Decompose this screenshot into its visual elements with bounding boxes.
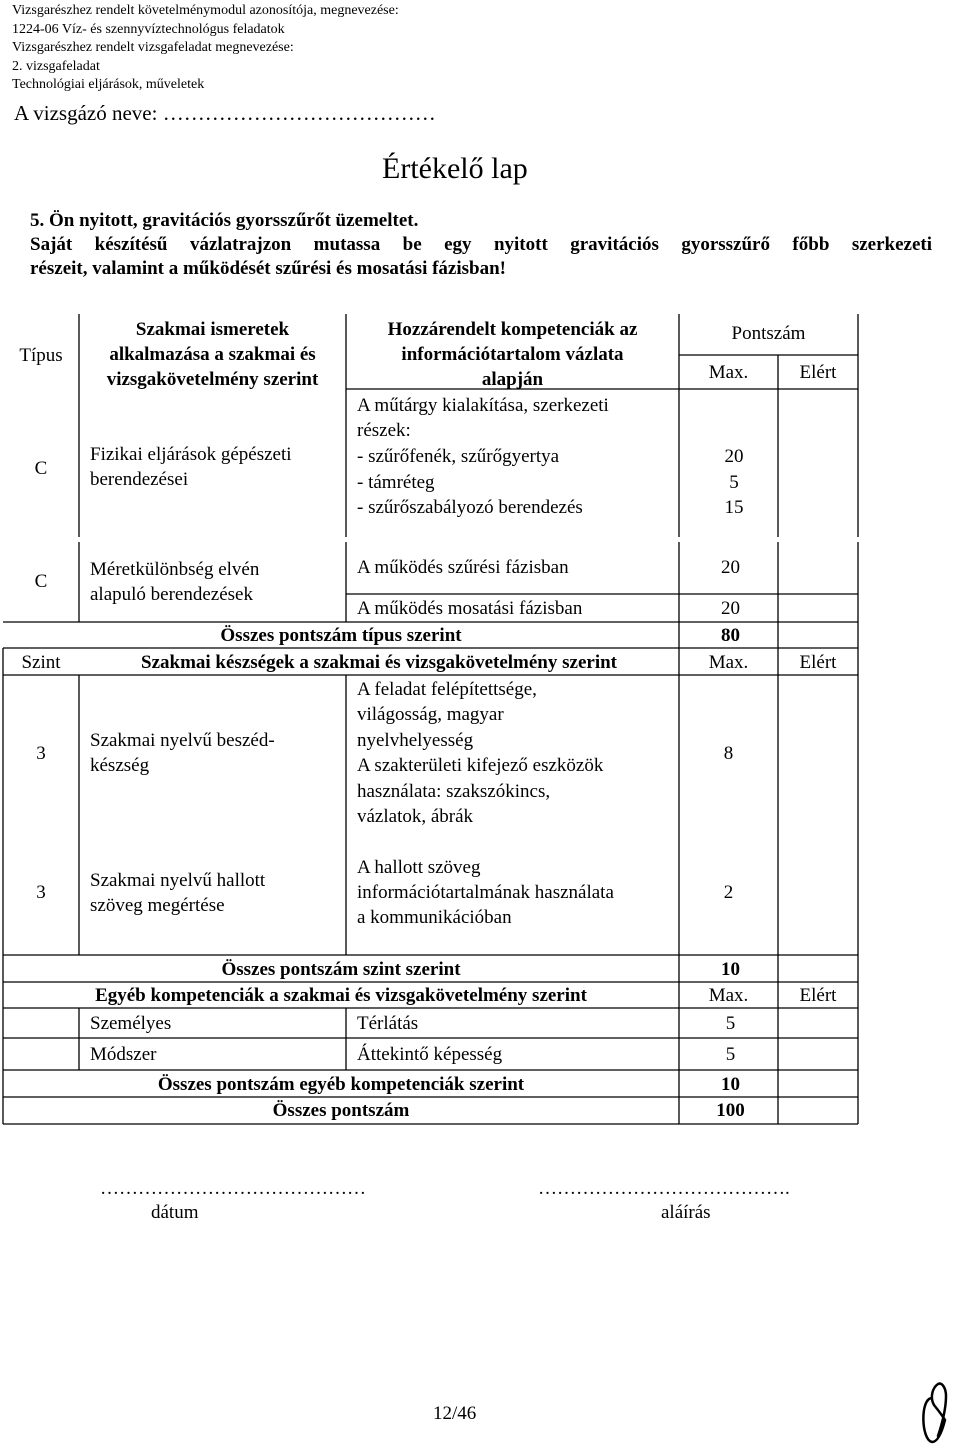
column-header-knowledge: vizsgakövetelmény szerint xyxy=(106,369,319,390)
row-max-points: 2 xyxy=(723,882,734,903)
skills-header: Szakmai készségek a szakmai és vizsgakövetelmény szerint xyxy=(141,652,617,673)
row-topic: Méretkülönbség elvén xyxy=(90,559,260,580)
candidate-label: A vizsgázó neve: xyxy=(14,101,158,125)
row-level: 3 xyxy=(36,882,46,903)
sum-by-type-value: 80 xyxy=(721,625,740,646)
column-header-competence: alapján xyxy=(481,369,544,390)
date-dots: …………………………………… xyxy=(100,1178,366,1199)
row-description: információtartalmának használata xyxy=(357,882,614,903)
signature-label: aláírás xyxy=(661,1202,711,1223)
column-header-competence: információtartalom vázlata xyxy=(401,344,624,365)
row-type: C xyxy=(34,458,48,479)
row-description: A működés mosatási fázisban xyxy=(357,598,583,619)
row-level: 3 xyxy=(36,743,46,764)
row-description: Térlátás xyxy=(357,1013,419,1034)
header-line: 1224-06 Víz- és szennyvíztechnológus feladatok xyxy=(12,21,285,37)
row-topic: szöveg megértése xyxy=(90,895,225,916)
column-header-knowledge: Szakmai ismeretek xyxy=(135,319,290,340)
sum-by-level-value: 10 xyxy=(721,959,740,980)
column-header-competence: Hozzárendelt kompetenciák az xyxy=(387,319,638,340)
header-line: Vizsgarészhez rendelt vizsgafeladat megnevezése: xyxy=(12,40,294,55)
row-topic: Szakmai nyelvű hallott xyxy=(90,870,266,891)
task-line: Saját készítésű vázlatrajzon mutassa be egy nyitott gravitációs gyorsszűrő főbb szerkezeti xyxy=(30,234,932,255)
sum-other-label: Összes pontszám egyéb kompetenciák szerint xyxy=(157,1074,525,1095)
row-type: C xyxy=(34,571,48,592)
column-header-achieved: Elért xyxy=(799,985,837,1006)
column-header-achieved: Elért xyxy=(799,362,837,383)
page-title: Értékelő lap xyxy=(382,152,528,185)
row-max-points: 8 xyxy=(723,743,734,764)
row-description: A működés szűrési fázisban xyxy=(357,557,569,578)
date-label: dátum xyxy=(151,1202,199,1223)
row-max-points: 5 xyxy=(729,472,739,493)
header-line: Vizsgarészhez rendelt követelménymodul azonosítója, megnevezése: xyxy=(12,3,399,18)
row-topic: készség xyxy=(90,755,150,776)
row-description: A hallott szöveg xyxy=(357,857,481,878)
row-description: A műtárgy kialakítása, szerkezeti xyxy=(357,395,609,416)
row-description: - szűrőszabályozó berendezés xyxy=(357,497,583,518)
page-number: 12/46 xyxy=(433,1403,477,1424)
column-header-max: Max. xyxy=(708,362,749,383)
sum-other-value: 10 xyxy=(721,1074,740,1095)
column-header-points: Pontszám xyxy=(731,323,806,344)
column-header-knowledge: alkalmazása a szakmai és xyxy=(109,344,316,365)
row-description: részek: xyxy=(357,420,411,441)
row-max-points: 15 xyxy=(724,497,744,518)
row-description: A szakterületi kifejező eszközök xyxy=(357,755,604,776)
row-description: - szűrőfenék, szűrőgyertya xyxy=(357,446,560,467)
total-label: Összes pontszám xyxy=(272,1100,410,1121)
header-line: 2. vizsgafeladat xyxy=(12,58,100,74)
candidate-dots: ………………………………… xyxy=(162,101,436,125)
row-topic: Szakmai nyelvű beszéd- xyxy=(90,730,275,751)
other-competences-header: Egyéb kompetenciák a szakmai és vizsgakövetelmény szerint xyxy=(95,985,587,1006)
task-line: részeit, valamint a működését szűrési és mosatási fázisban! xyxy=(30,258,507,279)
sum-by-level-label: Összes pontszám szint szerint xyxy=(221,959,461,980)
row-description: A feladat felépítettsége, xyxy=(357,679,537,700)
total-value: 100 xyxy=(716,1100,745,1121)
column-header-achieved: Elért xyxy=(799,652,837,673)
column-header-type: Típus xyxy=(19,345,63,366)
sum-by-type-label: Összes pontszám típus szerint xyxy=(220,625,462,646)
row-description: a kommunikációban xyxy=(357,907,512,928)
column-header-max: Max. xyxy=(708,985,749,1006)
row-topic: berendezései xyxy=(90,469,189,490)
row-description: - támréteg xyxy=(357,472,435,493)
header-line: Technológiai eljárások, műveletek xyxy=(12,77,205,92)
column-header-level: Szint xyxy=(21,652,61,673)
row-max-points: 20 xyxy=(721,598,740,619)
row-category: Módszer xyxy=(90,1044,157,1065)
row-description: vázlatok, ábrák xyxy=(357,806,474,827)
signature-dots: …………………………………. xyxy=(538,1178,790,1199)
row-max-points: 20 xyxy=(724,446,744,467)
row-description: Áttekintő képesség xyxy=(357,1044,503,1065)
row-description: világosság, magyar xyxy=(357,704,504,725)
row-topic: alapuló berendezések xyxy=(90,584,253,605)
task-line: 5. Ön nyitott, gravitációs gyorsszűrőt üzemeltet. xyxy=(30,210,419,231)
row-category: Személyes xyxy=(90,1013,172,1034)
column-header-max: Max. xyxy=(708,652,749,673)
row-description: nyelvhelyesség xyxy=(357,730,474,751)
row-max-points: 5 xyxy=(725,1013,736,1034)
row-max-points: 20 xyxy=(721,557,740,578)
signature-mark xyxy=(918,1370,958,1445)
row-max-points: 5 xyxy=(725,1044,736,1065)
row-topic: Fizikai eljárások gépészeti xyxy=(90,444,292,465)
row-description: használata: szakszókincs, xyxy=(357,781,551,802)
